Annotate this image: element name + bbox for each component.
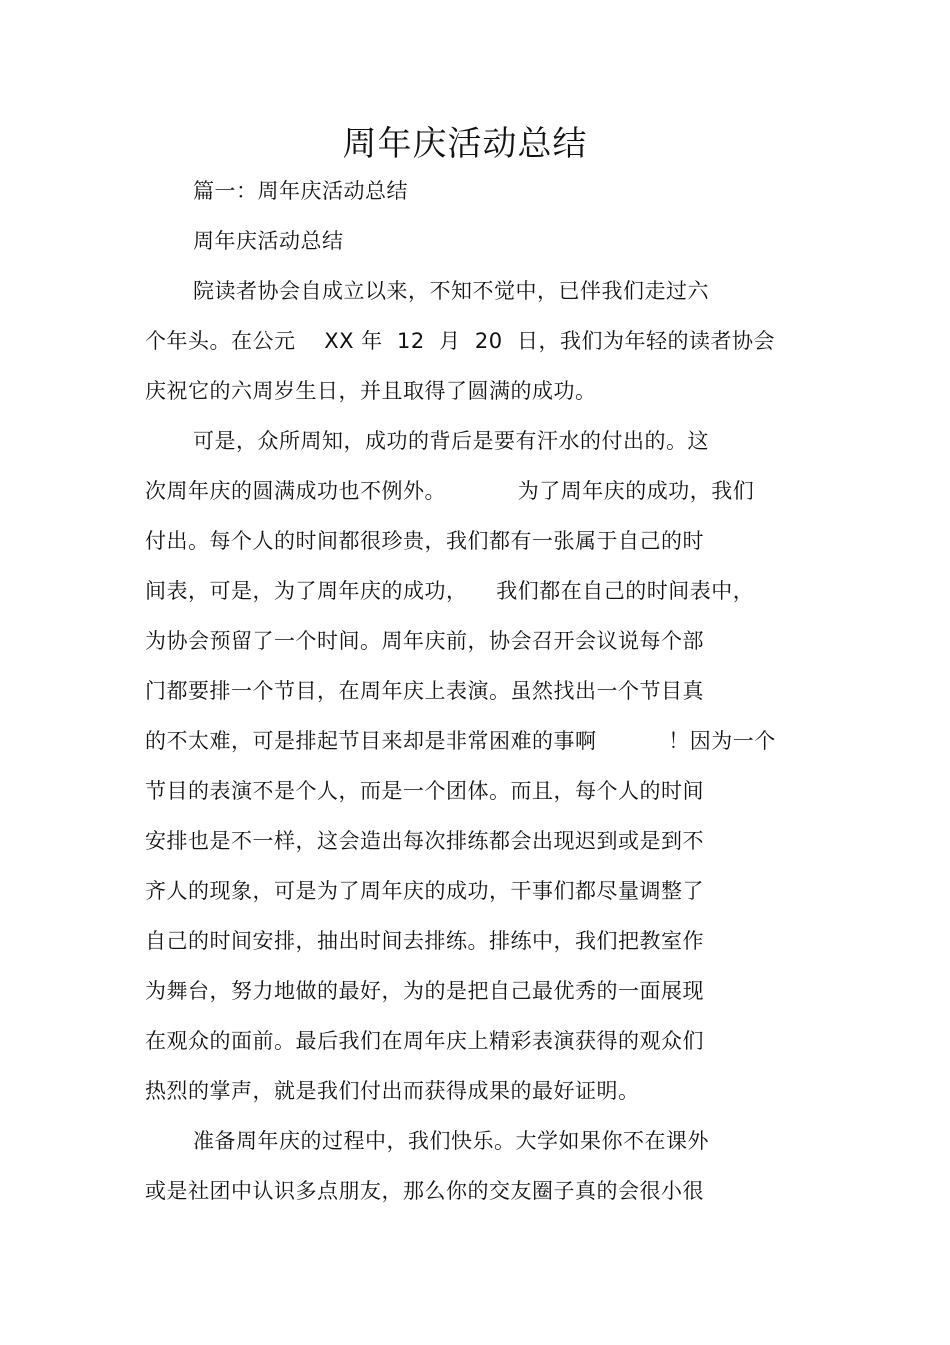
paragraph-line: 齐人的现象，可是为了周年庆的成功，干事们都尽量调整了 bbox=[145, 879, 704, 903]
paragraph-line: 个年头。在公元 XX 年 12 月 20 日，我们为年轻的读者协会 bbox=[145, 329, 775, 353]
paragraph-line: 为舞台，努力地做的最好，为的是把自己最优秀的一面展现 bbox=[145, 979, 704, 1003]
paragraph-line: 热烈的掌声，就是我们付出而获得成果的最好证明。 bbox=[145, 1079, 640, 1103]
sub-heading: 周年庆活动总结 bbox=[193, 229, 344, 253]
paragraph-line: 在观众的面前。最后我们在周年庆上精彩表演获得的观众们 bbox=[145, 1029, 704, 1053]
paragraph-line: 节目的表演不是个人，而是一个团体。而且，每个人的时间 bbox=[145, 779, 704, 803]
paragraph-line: 门都要排一个节目，在周年庆上表演。虽然找出一个节目真 bbox=[145, 679, 704, 703]
paragraph-line: 准备周年庆的过程中，我们快乐。大学如果你不在课外 bbox=[193, 1129, 709, 1153]
paragraph-line: 为协会预留了一个时间。周年庆前，协会召开会议说每个部 bbox=[145, 629, 704, 653]
paragraph-line: 庆祝它的六周岁生日，并且取得了圆满的成功。 bbox=[145, 379, 597, 403]
paragraph-line: 间表，可是，为了周年庆的成功， 我们都在自己的时间表中， bbox=[145, 579, 755, 603]
section-heading: 篇一：周年庆活动总结 bbox=[193, 179, 408, 203]
paragraph-line: 院读者协会自成立以来，不知不觉中，已伴我们走过六 bbox=[193, 279, 709, 303]
paragraph-line: 可是，众所周知，成功的背后是要有汗水的付出的。这 bbox=[193, 429, 709, 453]
paragraph-line: 的不太难，可是排起节目来却是非常困难的事啊 ！因为一个 bbox=[145, 729, 776, 753]
paragraph-line: 或是社团中认识多点朋友，那么你的交友圈子真的会很小很 bbox=[145, 1179, 704, 1203]
paragraph-line: 付出。每个人的时间都很珍贵，我们都有一张属于自己的时 bbox=[145, 529, 704, 553]
document-title: 周年庆活动总结 bbox=[342, 124, 588, 164]
paragraph-line: 安排也是不一样，这会造出每次排练都会出现迟到或是到不 bbox=[145, 829, 704, 853]
paragraph-line: 自己的时间安排，抽出时间去排练。排练中，我们把教室作 bbox=[145, 929, 704, 953]
paragraph-line: 次周年庆的圆满成功也不例外。 为了周年庆的成功，我们 bbox=[145, 479, 755, 503]
